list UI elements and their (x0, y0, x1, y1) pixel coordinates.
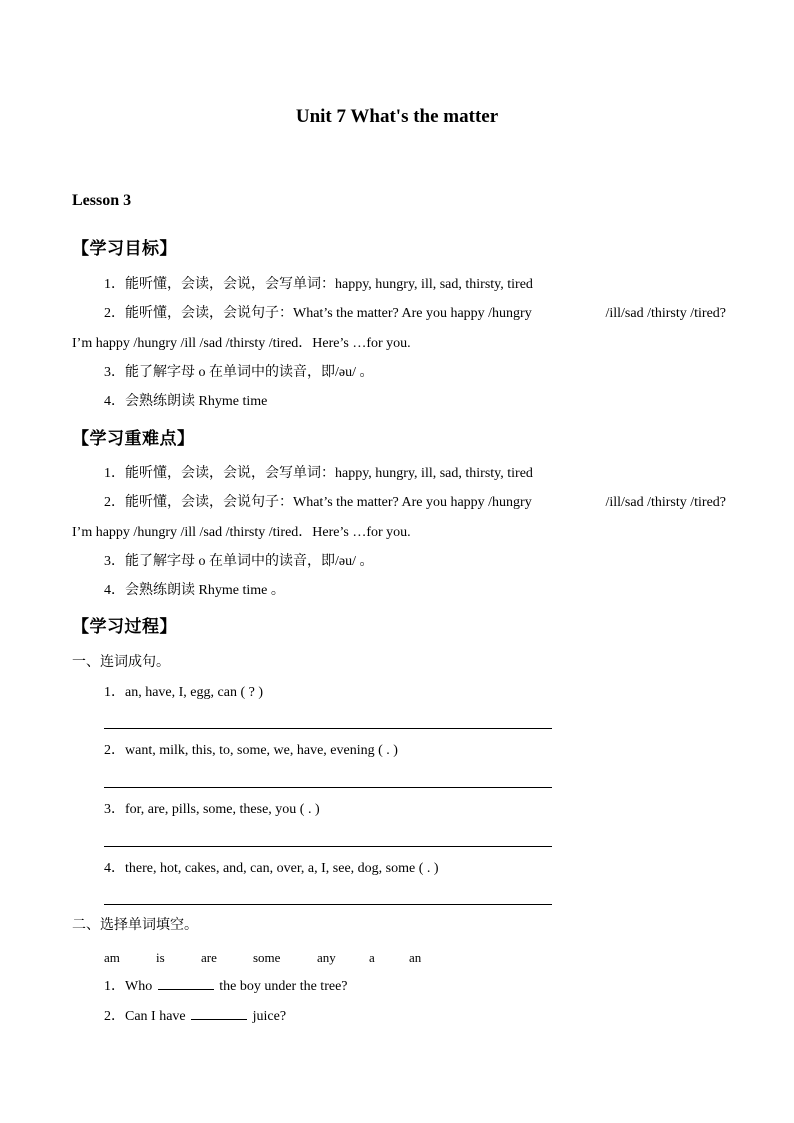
part1-answer-line-1[interactable] (104, 728, 552, 729)
goals-item-2-part-a: 2．能听懂，会读，会说句子：What’s the matter? Are you happy /hungry (104, 306, 532, 321)
goals-item-2-continued: I’m happy /hungry /ill /sad /thirsty /tired．Here’s …for you. (72, 336, 411, 351)
goals-item-2-part-b: /ill/sad /thirsty /tired? (605, 306, 726, 321)
part1-answer-line-2[interactable] (104, 787, 552, 788)
goals-item-4: 4．会熟练朗读 Rhyme time (104, 394, 268, 409)
question-text-before-blank: Can I have (125, 1009, 186, 1024)
key-points-item-2-part-b: /ill/sad /thirsty /tired? (605, 495, 726, 510)
part1-answer-line-4[interactable] (104, 904, 552, 905)
section-process-heading: 【学习过程】 (72, 617, 177, 637)
question-number: 1． (104, 979, 125, 994)
goals-item-2 (104, 305, 726, 323)
part1-question-1: 1．an, have, I, egg, can ( ? ) (104, 685, 263, 700)
document-title: Unit 7 What's the matter (295, 106, 499, 127)
question-text-before-blank: Who (125, 979, 153, 994)
goals-item-1: 1．能听懂，会读，会说，会写单词：happy, hungry, ill, sad, thirsty, tired (104, 277, 533, 292)
key-points-item-2 (104, 494, 726, 512)
section-key-points-heading: 【学习重难点】 (72, 429, 195, 449)
key-points-item-2-part-a: 2．能听懂，会读，会说句子：What’s the matter? Are you happy /hungry (104, 495, 532, 510)
part1-answer-line-3[interactable] (104, 846, 552, 847)
goals-item-3: 3．能了解字母 o 在单词中的读音，即/əu/ 。 (104, 365, 374, 380)
part2-question-1 (104, 977, 348, 996)
fill-blank[interactable] (158, 977, 214, 990)
part1-question-2: 2．want, milk, this, to, some, we, have, evening ( . ) (104, 743, 398, 758)
question-number: 2． (104, 1009, 125, 1024)
key-points-item-1: 1．能听懂，会读，会说，会写单词：happy, hungry, ill, sad, thirsty, tired (104, 466, 533, 481)
part1-heading: 一、连词成句。 (72, 655, 170, 670)
word-bank-word: some (253, 950, 281, 965)
key-points-item-2-continued: I’m happy /hungry /ill /sad /thirsty /tired．Here’s …for you. (72, 525, 411, 540)
word-bank-word: any (317, 950, 336, 965)
part2-heading: 二、选择单词填空。 (72, 918, 198, 933)
lesson-label: Lesson 3 (72, 192, 132, 209)
fill-blank[interactable] (191, 1007, 247, 1020)
word-bank-word: is (156, 950, 165, 965)
question-text-after-blank: juice? (252, 1009, 287, 1024)
word-bank-word: an (409, 950, 422, 965)
word-bank-word: a (369, 950, 375, 965)
key-points-item-4: 4．会熟练朗读 Rhyme time 。 (104, 583, 285, 598)
word-bank (104, 949, 439, 967)
key-points-item-3: 3．能了解字母 o 在单词中的读音，即/əu/ 。 (104, 554, 374, 569)
word-bank-word: am (104, 950, 120, 965)
part2-question-2 (104, 1007, 286, 1026)
part1-question-4: 4．there, hot, cakes, and, can, over, a, I, see, dog, some ( . ) (104, 861, 439, 876)
word-bank-word: are (201, 950, 217, 965)
section-goals-heading: 【学习目标】 (72, 239, 177, 259)
question-text-after-blank: the boy under the tree? (219, 979, 348, 994)
part1-question-3: 3．for, are, pills, some, these, you ( . ) (104, 802, 320, 817)
